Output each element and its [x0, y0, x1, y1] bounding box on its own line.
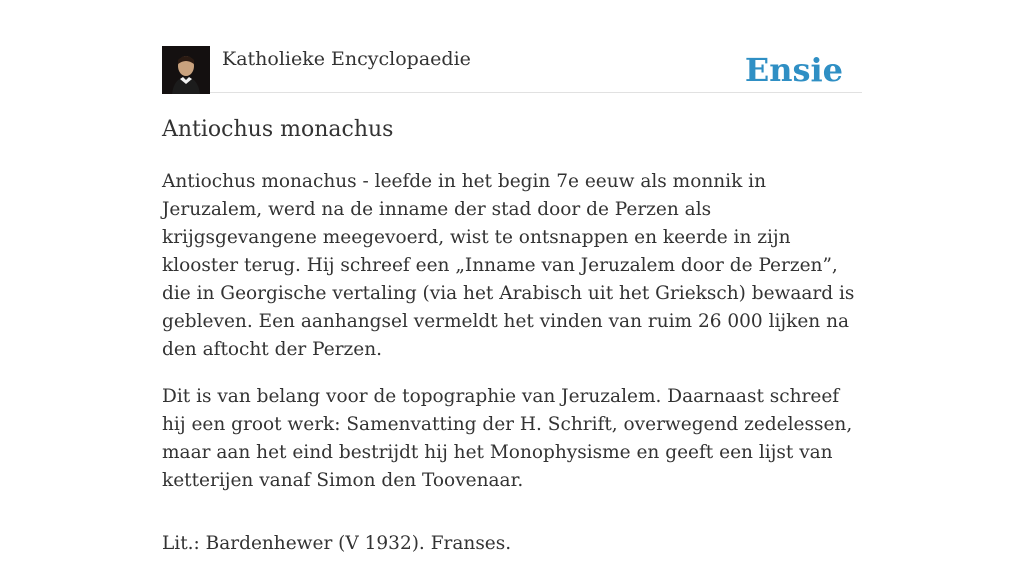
literature-reference: Lit.: Bardenhewer (V 1932). Franses. — [162, 533, 512, 554]
article-paragraph: Dit is van belang voor de topographie van Jeruzalem. Daarnaast schreef hij een groot werk: Samenvatting der H. Schrift, overwegend zedelessen, maar aan het eind bestrijdt hij het Monophysisme en geeft een lijst van ketterijen vanaf Simon den Toovenaar. — [162, 386, 853, 491]
article-paragraph: Antiochus monachus - leefde in het begin 7e eeuw als monnik in Jeruzalem, werd na de inname der stad door de Perzen als krijgsgevangene meegevoerd, wist te ontsnappen en keerde in zijn klooster terug. Hij schreef een „Inname van Jeruzalem door de Perzen”, die in Georgische vertaling (via het Arabisch uit het Grieksch) bewaard is gebleven. Een aanhangsel vermeldt het vinden van ruim 26 000 lijken na den aftocht der Perzen. — [162, 171, 855, 360]
portrait-avatar-icon[interactable] — [162, 46, 210, 94]
article-body — [162, 168, 862, 577]
source-name-link[interactable]: Katholieke Encyclopaedie — [222, 48, 471, 70]
page-title: Antiochus monachus — [162, 117, 394, 142]
brand-logo[interactable]: Ensie — [744, 51, 843, 89]
site-header — [162, 46, 862, 93]
